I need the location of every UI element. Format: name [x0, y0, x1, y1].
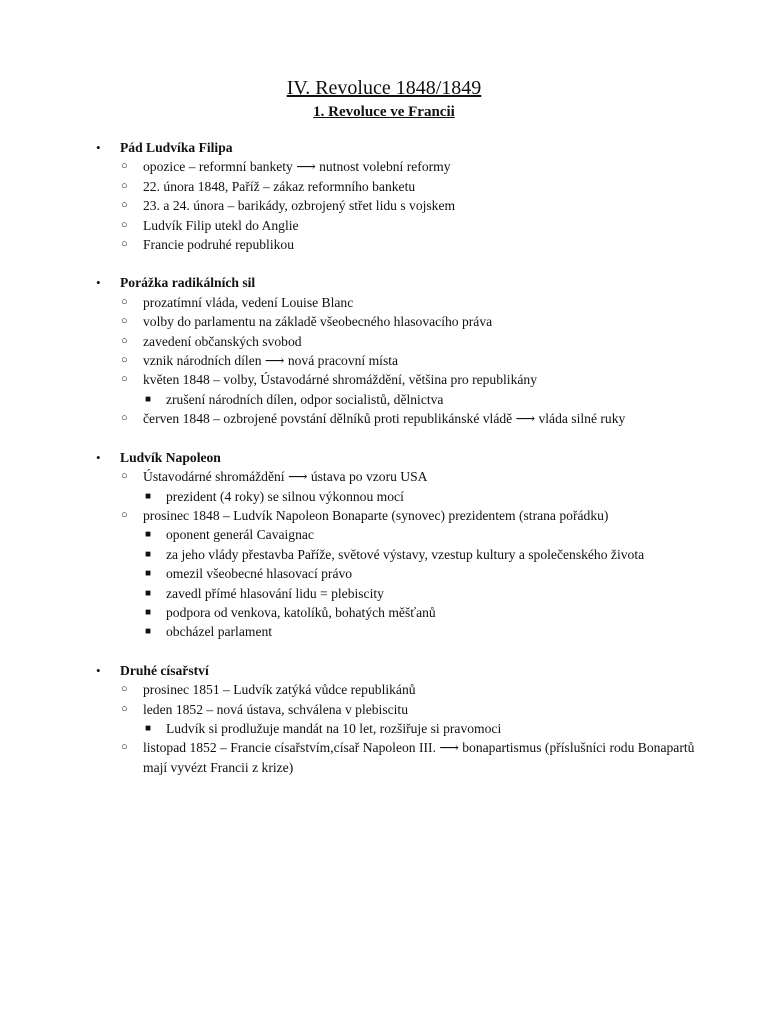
list-item-text: zavedení občanských svobod	[143, 333, 302, 349]
section-heading-text: Porážka radikálních sil	[120, 275, 256, 291]
bullet-marker: ○	[121, 508, 128, 521]
bullet-marker: ■	[145, 490, 152, 502]
list-item-text: volby do parlamentu na základě všeobecného hlasovacího práva	[143, 314, 493, 330]
bullet-marker: ○	[121, 179, 128, 192]
list-item-text: 23. a 24. února – barikády, ozbrojený střet lidu s vojskem	[143, 198, 456, 214]
list-item-text: Francie podruhé republikou	[143, 237, 294, 253]
bullet-marker: ■	[145, 626, 152, 638]
list-item-text: červen 1848 – ozbrojené povstání dělníků proti republikánské vládě ⟶ vláda silné ruky	[143, 411, 626, 427]
list-item	[0, 700, 768, 719]
sub-list-item	[0, 564, 768, 583]
section-heading	[0, 448, 768, 467]
list-item	[0, 467, 768, 486]
outline-section	[0, 661, 768, 777]
bullet-marker: ○	[121, 160, 128, 173]
bullet-marker: ■	[145, 548, 152, 560]
list-item	[0, 680, 768, 699]
list-item-text: 22. února 1848, Paříž – zákaz reformního banketu	[143, 178, 416, 194]
section-heading	[0, 138, 768, 157]
sub-list-item	[0, 545, 768, 564]
bullet-marker: ○	[121, 683, 128, 696]
sub-list-item	[0, 525, 768, 544]
list-item	[0, 177, 768, 196]
bullet-marker: ○	[121, 702, 128, 715]
list-item	[0, 370, 768, 389]
sub-list-item-text: zavedl přímé hlasování lidu = plebiscity	[166, 585, 384, 601]
bullet-marker: ■	[145, 587, 152, 599]
section-heading-text: Druhé císařství	[120, 662, 209, 678]
section-heading	[0, 273, 768, 292]
bullet-marker: ○	[121, 218, 128, 231]
section-heading-text: Ludvík Napoleon	[120, 449, 221, 465]
bullet-marker: •	[96, 275, 101, 291]
bullet-marker: ■	[145, 568, 152, 580]
list-item	[0, 409, 768, 428]
sub-list-item	[0, 603, 768, 622]
bullet-marker: ○	[121, 199, 128, 212]
list-item-text: prosinec 1851 – Ludvík zatýká vůdce republikánů	[143, 682, 416, 698]
bullet-marker: ○	[121, 334, 128, 347]
page-title: IV. Revoluce 1848/1849	[286, 77, 482, 99]
list-item	[0, 235, 768, 254]
list-item-text: květen 1848 – volby, Ústavodárné shromáždění, většina pro republikány	[143, 372, 537, 388]
bullet-marker: ○	[121, 315, 128, 328]
list-item-text: prosinec 1848 – Ludvík Napoleon Bonaparte (synovec) prezidentem (strana pořádku)	[143, 507, 609, 523]
list-item-text: opozice – reformní bankety ⟶ nutnost volební reformy	[143, 159, 451, 175]
sub-list-item	[0, 390, 768, 409]
outline	[0, 138, 768, 796]
list-item-text: prozatímní vláda, vedení Louise Blanc	[143, 294, 354, 310]
sub-list-item-text: za jeho vlády přestavba Paříže, světové výstavy, vzestup kultury a společenského života	[166, 546, 645, 562]
bullet-marker: •	[96, 662, 101, 678]
sub-list-item-text: omezil všeobecné hlasovací právo	[166, 566, 353, 582]
bullet-marker: ○	[121, 354, 128, 367]
list-item	[0, 216, 768, 235]
list-item	[0, 196, 768, 215]
list-item	[0, 293, 768, 312]
bullet-marker: ○	[121, 412, 128, 425]
page-subtitle: 1. Revoluce ve Francii	[313, 104, 455, 120]
outline-section	[0, 273, 768, 428]
bullet-marker: ■	[145, 722, 152, 734]
list-item-text: Ludvík Filip utekl do Anglie	[143, 217, 299, 233]
list-item	[0, 506, 768, 525]
bullet-marker: ○	[121, 470, 128, 483]
sub-list-item-text: prezident (4 roky) se silnou výkonnou mocí	[166, 488, 404, 504]
bullet-marker: ○	[121, 295, 128, 308]
sub-list-item	[0, 719, 768, 738]
list-item-text: vznik národních dílen ⟶ nová pracovní místa	[143, 353, 399, 369]
list-item	[0, 351, 768, 370]
bullet-marker: •	[96, 449, 101, 465]
sub-list-item-text: Ludvík si prodlužuje mandát na 10 let, rozšiřuje si pravomoci	[166, 720, 502, 736]
bullet-marker: ○	[121, 741, 128, 754]
sub-list-item-text: oponent generál Cavaignac	[166, 527, 314, 543]
bullet-marker: ■	[145, 606, 152, 618]
section-heading	[0, 661, 768, 680]
bullet-marker: ○	[121, 238, 128, 251]
bullet-marker: •	[96, 140, 101, 155]
sub-list-item	[0, 584, 768, 603]
sub-list-item	[0, 487, 768, 506]
list-item-text: listopad 1852 – Francie císařstvím,císař Napoleon III. ⟶ bonapartismus (příslušníci rodu Bonapartů mají vyvézt Francii z krize)	[143, 740, 695, 775]
sub-list-item	[0, 622, 768, 641]
list-item-text: leden 1852 – nová ústava, schválena v plebiscitu	[143, 701, 409, 717]
list-item	[0, 312, 768, 331]
sub-list-item-text: obcházel parlament	[166, 624, 273, 640]
sub-list-item-text: zrušení národních dílen, odpor socialistů, dělnictva	[166, 391, 444, 407]
bullet-marker: ○	[121, 373, 128, 386]
outline-section	[0, 448, 768, 642]
sub-list-item-text: podpora od venkova, katolíků, bohatých měšťanů	[166, 604, 436, 620]
list-item	[0, 738, 768, 777]
list-item	[0, 332, 768, 351]
list-item-text: Ústavodárné shromáždění ⟶ ústava po vzoru USA	[143, 469, 428, 485]
bullet-marker: ■	[145, 529, 152, 541]
outline-section	[0, 138, 768, 254]
list-item	[0, 157, 768, 176]
bullet-marker: ■	[145, 393, 152, 405]
section-heading-text: Pád Ludvíka Filipa	[120, 140, 233, 155]
